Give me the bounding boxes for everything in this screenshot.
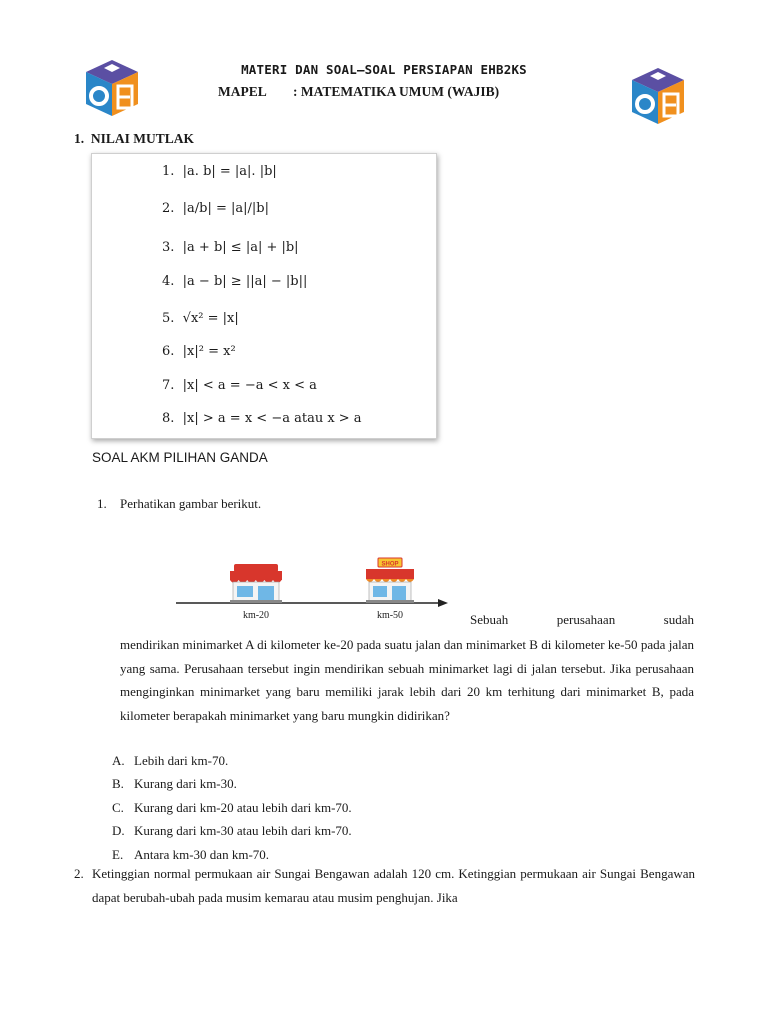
option-d[interactable] [112, 823, 352, 839]
option-e-text: Antara km-30 dan km-70. [134, 847, 270, 862]
question-1-first-line [470, 612, 694, 628]
option-c-letter: C. [112, 800, 124, 815]
label-km-50: km-50 [376, 610, 404, 621]
formula-7: 7. |x| < a = −a < x < a [162, 378, 317, 393]
word-3: sudah [663, 612, 694, 627]
option-b-text: Kurang dari km-30. [134, 776, 237, 791]
shop-a-icon [230, 564, 282, 603]
subject-line: MAPEL : MATEMATIKA UMUM (WAJIB) [218, 84, 500, 99]
option-a-letter: A. [112, 753, 125, 768]
formula-box [91, 153, 437, 439]
formula-2: 2. |a/b| = |a|/|b| [162, 201, 270, 216]
option-b[interactable] [112, 776, 237, 792]
shop-sign-label: SHOP [381, 561, 399, 568]
option-d-text: Kurang dari km-30 atau lebih dari km-70. [134, 823, 352, 838]
akm-heading: SOAL AKM PILIHAN GANDA [92, 450, 268, 465]
option-e[interactable] [112, 847, 269, 863]
option-c[interactable] [112, 800, 352, 816]
section-title: NILAI MUTLAK [90, 131, 195, 146]
question-1-lead: Perhatikan gambar berikut. [120, 496, 262, 511]
formula-5: 5. √x² = |x| [162, 311, 239, 326]
arrow-head-icon [438, 599, 448, 607]
document-title: MATERI DAN SOAL–SOAL PERSIAPAN EHB2KS [241, 62, 527, 77]
question-2-number: 2. [74, 866, 84, 881]
formula-1: 1. |a. b| = |a|. |b| [162, 164, 277, 179]
question-2-text: Ketinggian normal permukaan air Sungai Bengawan adalah 120 cm. Ketinggian permukaan air Sungai Bengawan dapat berubah-ubah pada musim kemarau atau musim penghujan. Jika [92, 866, 695, 905]
option-e-letter: E. [112, 847, 124, 862]
shop-b-icon [366, 558, 414, 603]
word-1: Sebuah [470, 612, 509, 627]
word-2: perusahaan [556, 612, 616, 627]
question-1-text: mendirikan minimarket A di kilometer ke-20 pada suatu jalan dan minimarket B di kilometer ke-50 pada jalan yang sama. Perusahaan tersebut ingin mendirikan sebuah minimarket lagi di jalan tersebut. Jika perusahaan menginginkan minimarket yang baru memiliki jarak lebih dari 20 km terhitung dari minimarket B, pada kilometer berapakah minimarket yang baru mungkin didirikan? [120, 637, 694, 723]
section-number: 1. [74, 131, 85, 146]
option-a-text: Lebih dari km-70. [134, 753, 229, 768]
option-b-letter: B. [112, 776, 124, 791]
option-c-text: Kurang dari km-20 atau lebih dari km-70. [134, 800, 352, 815]
question-1-number: 1. [97, 496, 107, 511]
option-a[interactable] [112, 753, 228, 769]
formula-4: 4. |a − b| ≥ ||a| − |b|| [162, 274, 308, 289]
formula-6: 6. |x|² = x² [162, 344, 236, 359]
section-heading [74, 131, 194, 147]
option-d-letter: D. [112, 823, 125, 838]
label-km-20: km-20 [242, 610, 270, 621]
number-line-diagram [172, 556, 452, 626]
formula-8: 8. |x| > a = x < −a atau x > a [162, 411, 362, 426]
formula-3: 3. |a + b| ≤ |a| + |b| [162, 240, 299, 255]
